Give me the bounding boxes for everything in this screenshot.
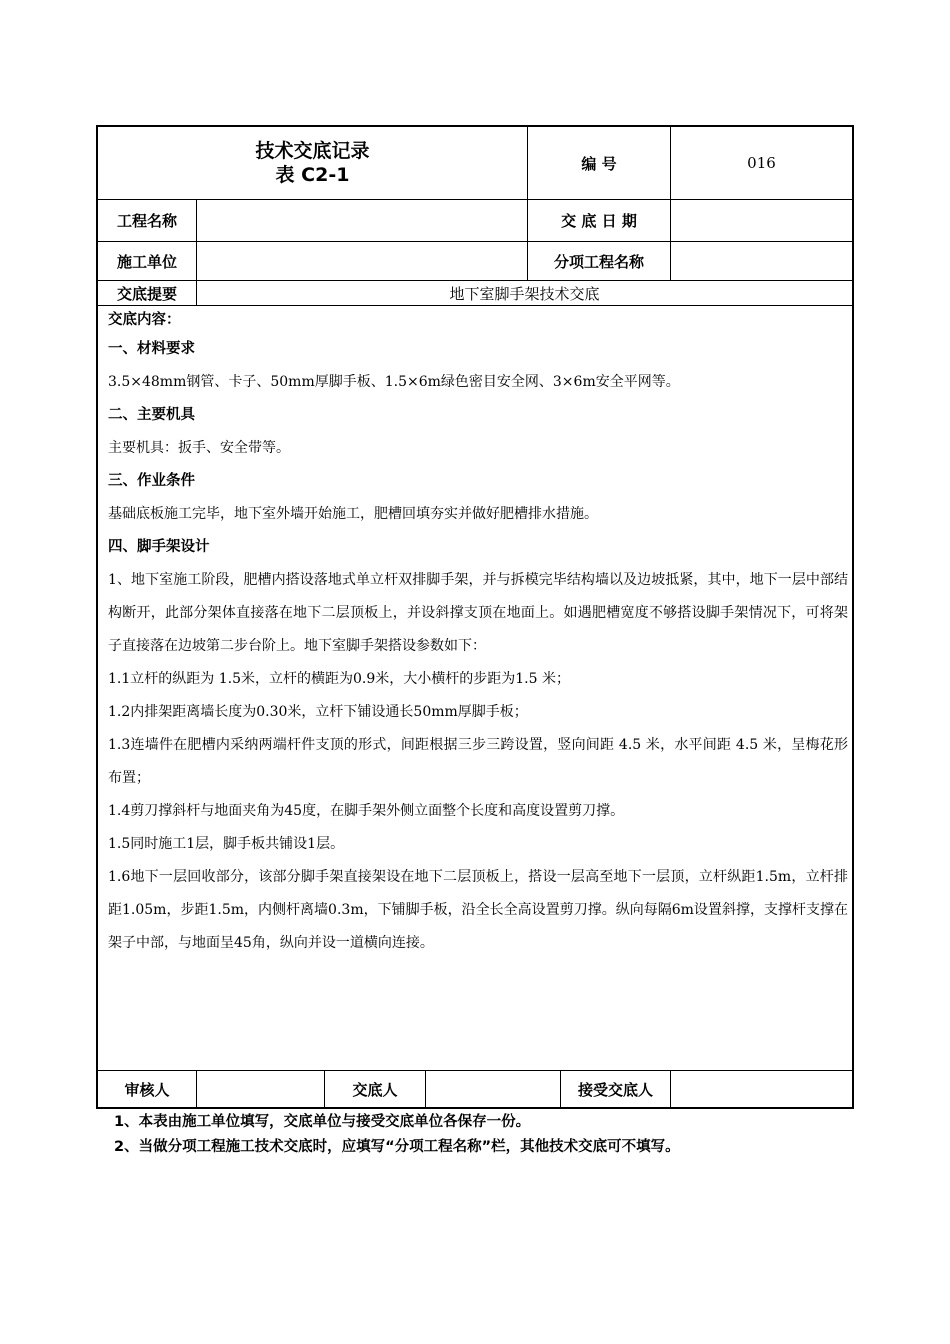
- note-item: 1、本表由施工单位填写，交底单位与接受交底单位各保存一份。: [114, 1114, 531, 1130]
- unit-label: 施工单位: [116, 252, 177, 271]
- paragraph: 1、地下室施工阶段，肥槽内搭设落地式单立杆双排脚手架，并与拆模完毕结构墙以及边坡抵紧，其中，地下一层中部结构断开，此部分架体直接落在地下二层顶板上，并设斜撑支顶在地面上。如遇肥槽宽度不够搭设脚手架情况下，可将架子直接落在边坡第二步台阶上。地下室脚手架搭设参数如下：: [108, 572, 848, 654]
- number-value: 016: [747, 154, 776, 172]
- reviewer-field[interactable]: [197, 1071, 324, 1107]
- paragraph: 1.6地下一层回收部分，该部分脚手架直接架设在地下二层顶板上，搭设一层高至地下一层顶，立杆纵距1.5m，立杆排距1.05m，步距1.5m，内侧杆离墙0.3m，下铺脚手板，沿全长全高设置剪刀撑。纵向每隔6m设置斜撑，支撑杆支撑在架子中部，与地面呈45角，纵向并设一道横向连接。: [108, 869, 848, 951]
- receiver-label: 接受交底人: [577, 1080, 653, 1099]
- note-item: 2、当做分项工程施工技术交底时，应填写“分项工程名称”栏，其他技术交底可不填写。: [114, 1139, 680, 1155]
- date-label: 交 底 日 期: [561, 212, 637, 230]
- section-title: 三、作业条件: [108, 473, 195, 489]
- subproject-field[interactable]: [671, 242, 852, 280]
- project-name-field[interactable]: [197, 200, 527, 241]
- summary-label: 交底提要: [116, 284, 177, 303]
- paragraph: 1.4剪刀撑斜杆与地面夹角为45度，在脚手架外侧立面整个长度和高度设置剪刀撑。: [108, 803, 625, 819]
- summary-value: 地下室脚手架技术交底: [449, 284, 600, 303]
- title-text: 技术交底记录: [255, 140, 370, 162]
- paragraph: 1.1立杆的纵距为 1.5米，立杆的横距为0.9米，大小横杆的步距为1.5 米；: [108, 671, 570, 687]
- section-text: 主要机具：扳手、安全带等。: [108, 440, 290, 456]
- number-label: 编 号: [581, 154, 617, 173]
- form-notes: [114, 1110, 854, 1160]
- row-divider: [98, 305, 852, 306]
- section-title: 二、主要机具: [108, 407, 195, 423]
- reviewer-label: 审核人: [124, 1080, 170, 1099]
- subproject-label: 分项工程名称: [553, 252, 644, 271]
- paragraph: 1.5同时施工1层，脚手板共铺设1层。: [108, 836, 345, 852]
- form-title: [98, 127, 527, 199]
- unit-field[interactable]: [197, 242, 527, 280]
- section-title: 一、材料要求: [108, 341, 195, 357]
- section-text: 3.5×48mm钢管、卡子、50mm厚脚手板、1.5×6m绿色密目安全网、3×6m安全平网等。: [108, 374, 680, 390]
- disclosure-content: [108, 307, 848, 960]
- presenter-field[interactable]: [426, 1071, 560, 1107]
- receiver-field[interactable]: [671, 1071, 852, 1107]
- section-title: 四、脚手架设计: [108, 539, 210, 555]
- paragraph: 1.2内排架距离墙长度为0.30米，立杆下铺设通长50mm厚脚手板；: [108, 704, 528, 720]
- paragraph: 1.3连墙件在肥槽内采纳两端杆件支顶的形式，间距根据三步三跨设置，竖向间距 4.5 米，水平间距 4.5 米，呈梅花形布置；: [108, 737, 848, 786]
- content-intro: 交底内容：: [108, 312, 181, 328]
- project-name-label: 工程名称: [116, 212, 177, 230]
- subtitle-text: 表 C2-1: [275, 164, 350, 186]
- date-field[interactable]: [671, 200, 852, 241]
- presenter-label: 交底人: [352, 1080, 398, 1099]
- technical-disclosure-form: [96, 125, 854, 1109]
- section-text: 基础底板施工完毕，地下室外墙开始施工，肥槽回填夯实并做好肥槽排水措施。: [108, 506, 598, 522]
